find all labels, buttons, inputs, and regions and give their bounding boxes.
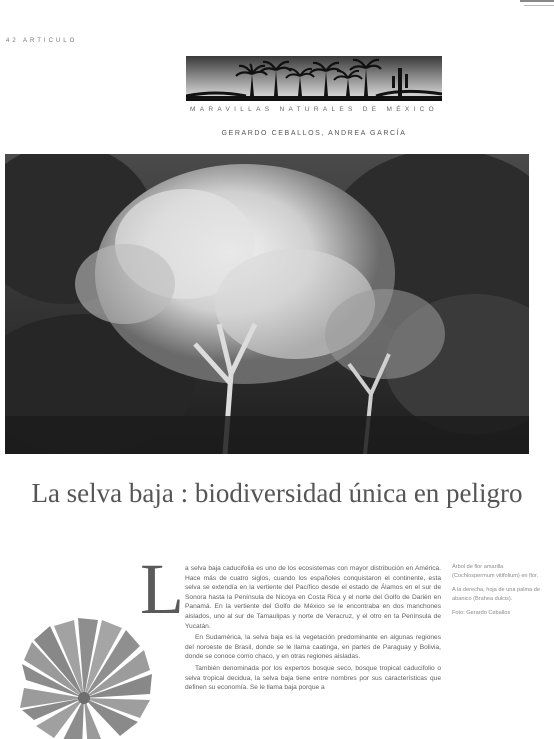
banner-palm-silhouette-image: [186, 56, 442, 101]
fan-palm-leaf-image: [14, 618, 154, 739]
body-paragraph: También denominada por los expertos bosque seco, bosque tropical caducifolio o selva tropical decidua, la selva baja tiene entre nombres por sus características que definen su economía. Se le llama baja porque a: [185, 664, 441, 692]
top-rule-thin: [524, 5, 554, 6]
top-rule: [520, 0, 554, 2]
running-head: 42 ARTICULO: [6, 38, 78, 44]
article-authors: GERARDO CEBALLOS, ANDREA GARCÍA: [221, 130, 407, 137]
body-paragraph: En Sudamérica, la selva baja es la vegetación predominante en algunas regiones del noroeste de Brasil, donde se le llama caatinga, en partes de Paraguay y Bolivia, donde se conoce como chaco, y en otras regiones aisladas.: [185, 634, 441, 661]
caption-note: A la derecha, hoja de una palma de abanico (Brahea dulcis).: [452, 587, 541, 602]
drop-cap: L: [140, 549, 184, 629]
forest-flowering-tree-photo: [5, 154, 529, 454]
article-title: La selva baja : biodiversidad única en peligro: [31, 478, 523, 508]
series-title: MARAVILLAS NATURALES DE MÉXICO: [190, 106, 438, 113]
caption-note: Árbol de flor amarilla (Cochlospermum vitifolium) en flor.: [452, 564, 539, 579]
photo-credit: Foto: Gerardo Ceballos: [452, 610, 511, 617]
photo-captions: [452, 563, 542, 624]
article-body: [185, 564, 441, 695]
body-paragraph: a selva baja caducifolia es uno de los ecosistemas con mayor distribución en América. Hace más de cuatro siglos, cuando los españoles conquistaron el continente, esta selva se extendía en la vertiente del Pacífico desde el estado de Álamos en el sur de Sonora hasta la Península de Nicoya en Costa Rica y el norte del Golfo de Darién en Panamá. En la vertiente del Golfo de México se le encontraba en dos manchones aislados, uno al sur de Tamaulipas y norte de Veracruz, y el otro en la Península de Yucatán.: [185, 565, 441, 630]
